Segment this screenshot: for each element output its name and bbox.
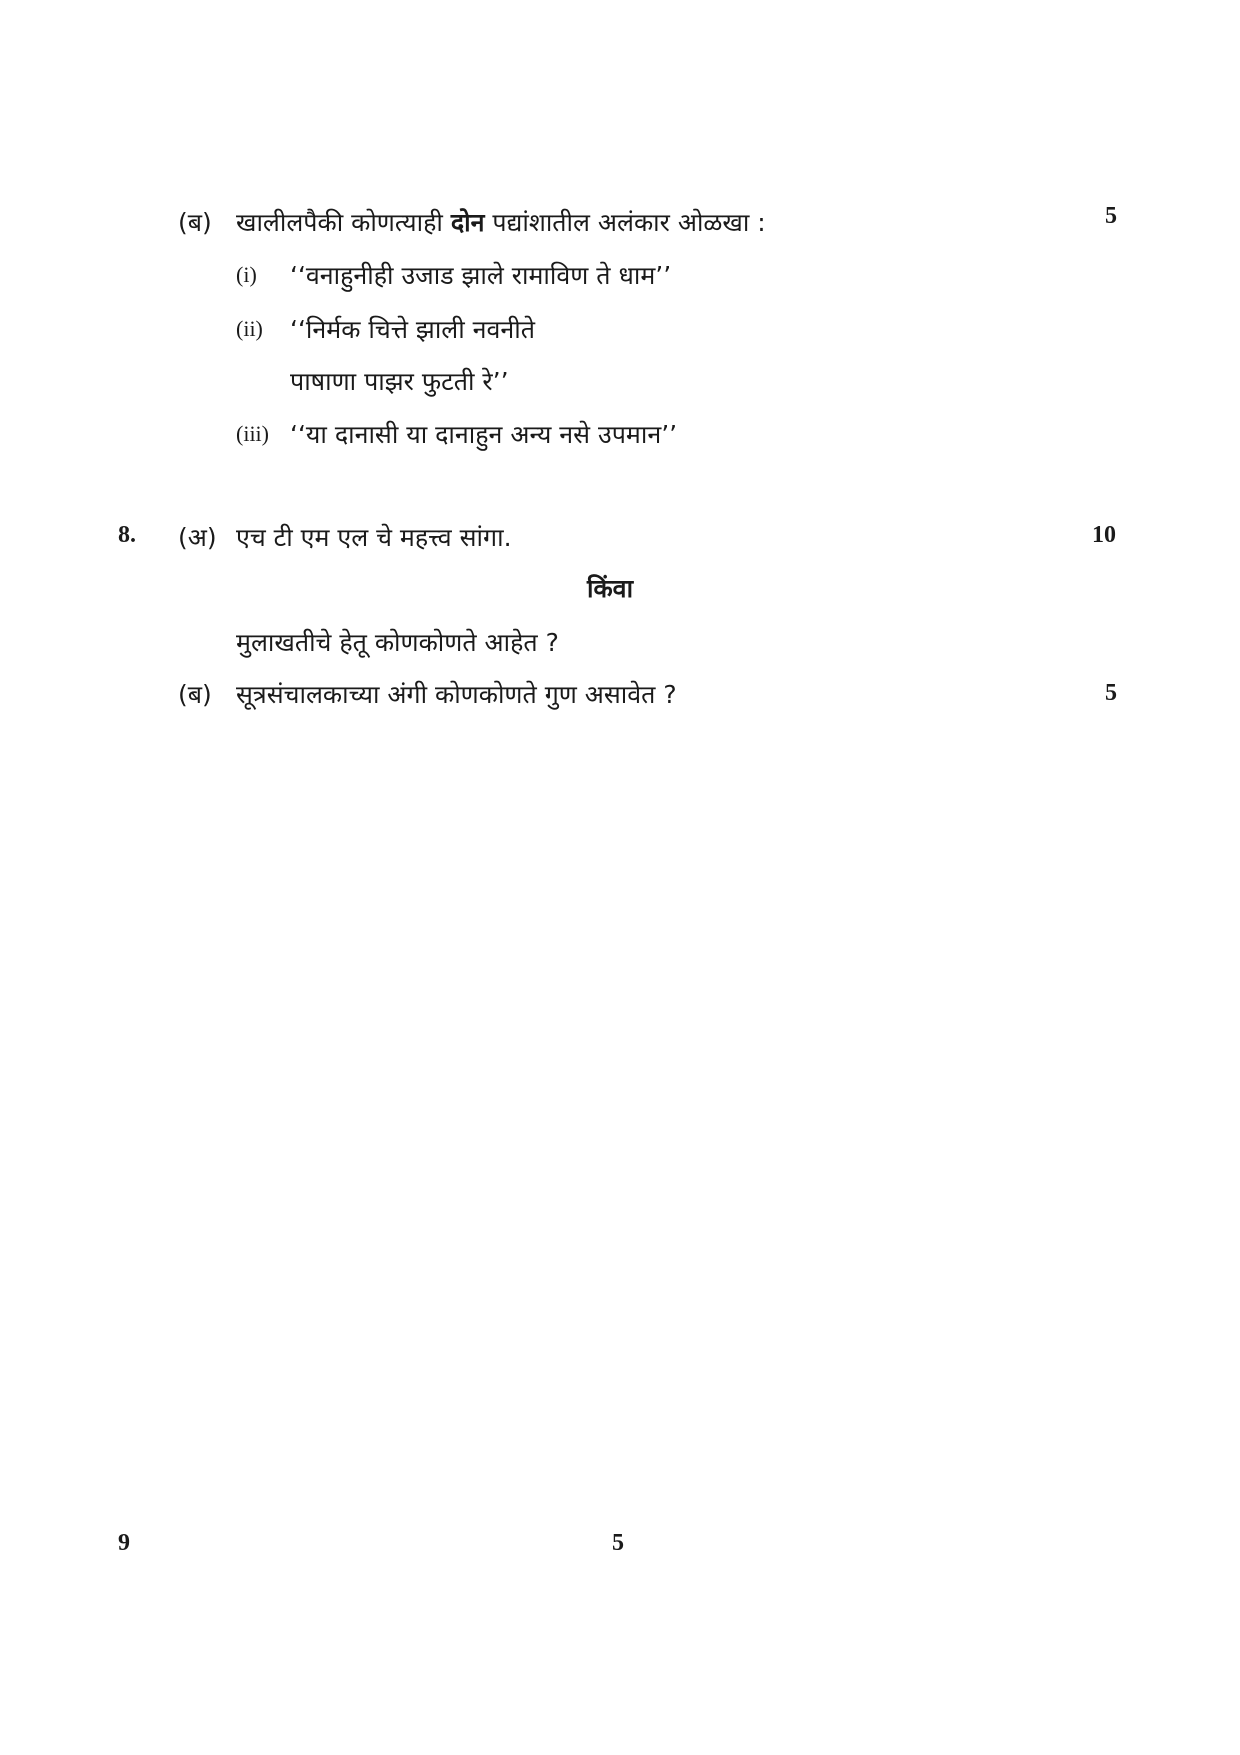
q7b-marks: 5 [1105, 203, 1117, 229]
q7b-item-1-num: (i) [236, 262, 257, 287]
q7b-item-1-line-1: ‘‘वनाहुनीही उजाड झाले रामाविण ते धाम’’ [290, 261, 672, 290]
q7b-text-after: पद्यांशातील अलंकार ओळखा : [492, 208, 766, 237]
q7b-label: (ब) [178, 208, 212, 237]
q8-or-label: किंवा [587, 574, 634, 603]
q8-a-text: एच टी एम एल चे महत्त्व सांगा. [236, 523, 512, 552]
footer-code: 9 [118, 1530, 130, 1556]
q8-alt-text: मुलाखतीचे हेतू कोणकोणते आहेत ? [236, 628, 559, 657]
q7b-item-2-line-1: ‘‘निर्मक चित्ते झाली नवनीते [290, 315, 536, 344]
q7b-item-3-line-1: ‘‘या दानासी या दानाहुन अन्य नसे उपमान’’ [290, 420, 678, 449]
q7b-item-3-num: (iii) [236, 421, 269, 446]
q7b-text-bold: दोन [450, 208, 485, 237]
q8-b-text: सूत्रसंचालकाच्या अंगी कोणकोणते गुण असावेत ? [236, 680, 677, 709]
q8-a-label: (अ) [178, 523, 217, 552]
q8-b-label: (ब) [178, 680, 212, 709]
q8-a-marks: 10 [1092, 522, 1116, 548]
q7b-question [236, 205, 766, 239]
page-number: 5 [612, 1530, 624, 1556]
q8-number: 8. [118, 522, 136, 548]
q7b-item-2-line-2: पाषाणा पाझर फुटती रे’’ [290, 367, 509, 396]
q8-b-marks: 5 [1105, 680, 1117, 706]
q7b-item-2-num: (ii) [236, 316, 263, 341]
q7b-text-before: खालीलपैकी कोणत्याही [236, 208, 443, 237]
